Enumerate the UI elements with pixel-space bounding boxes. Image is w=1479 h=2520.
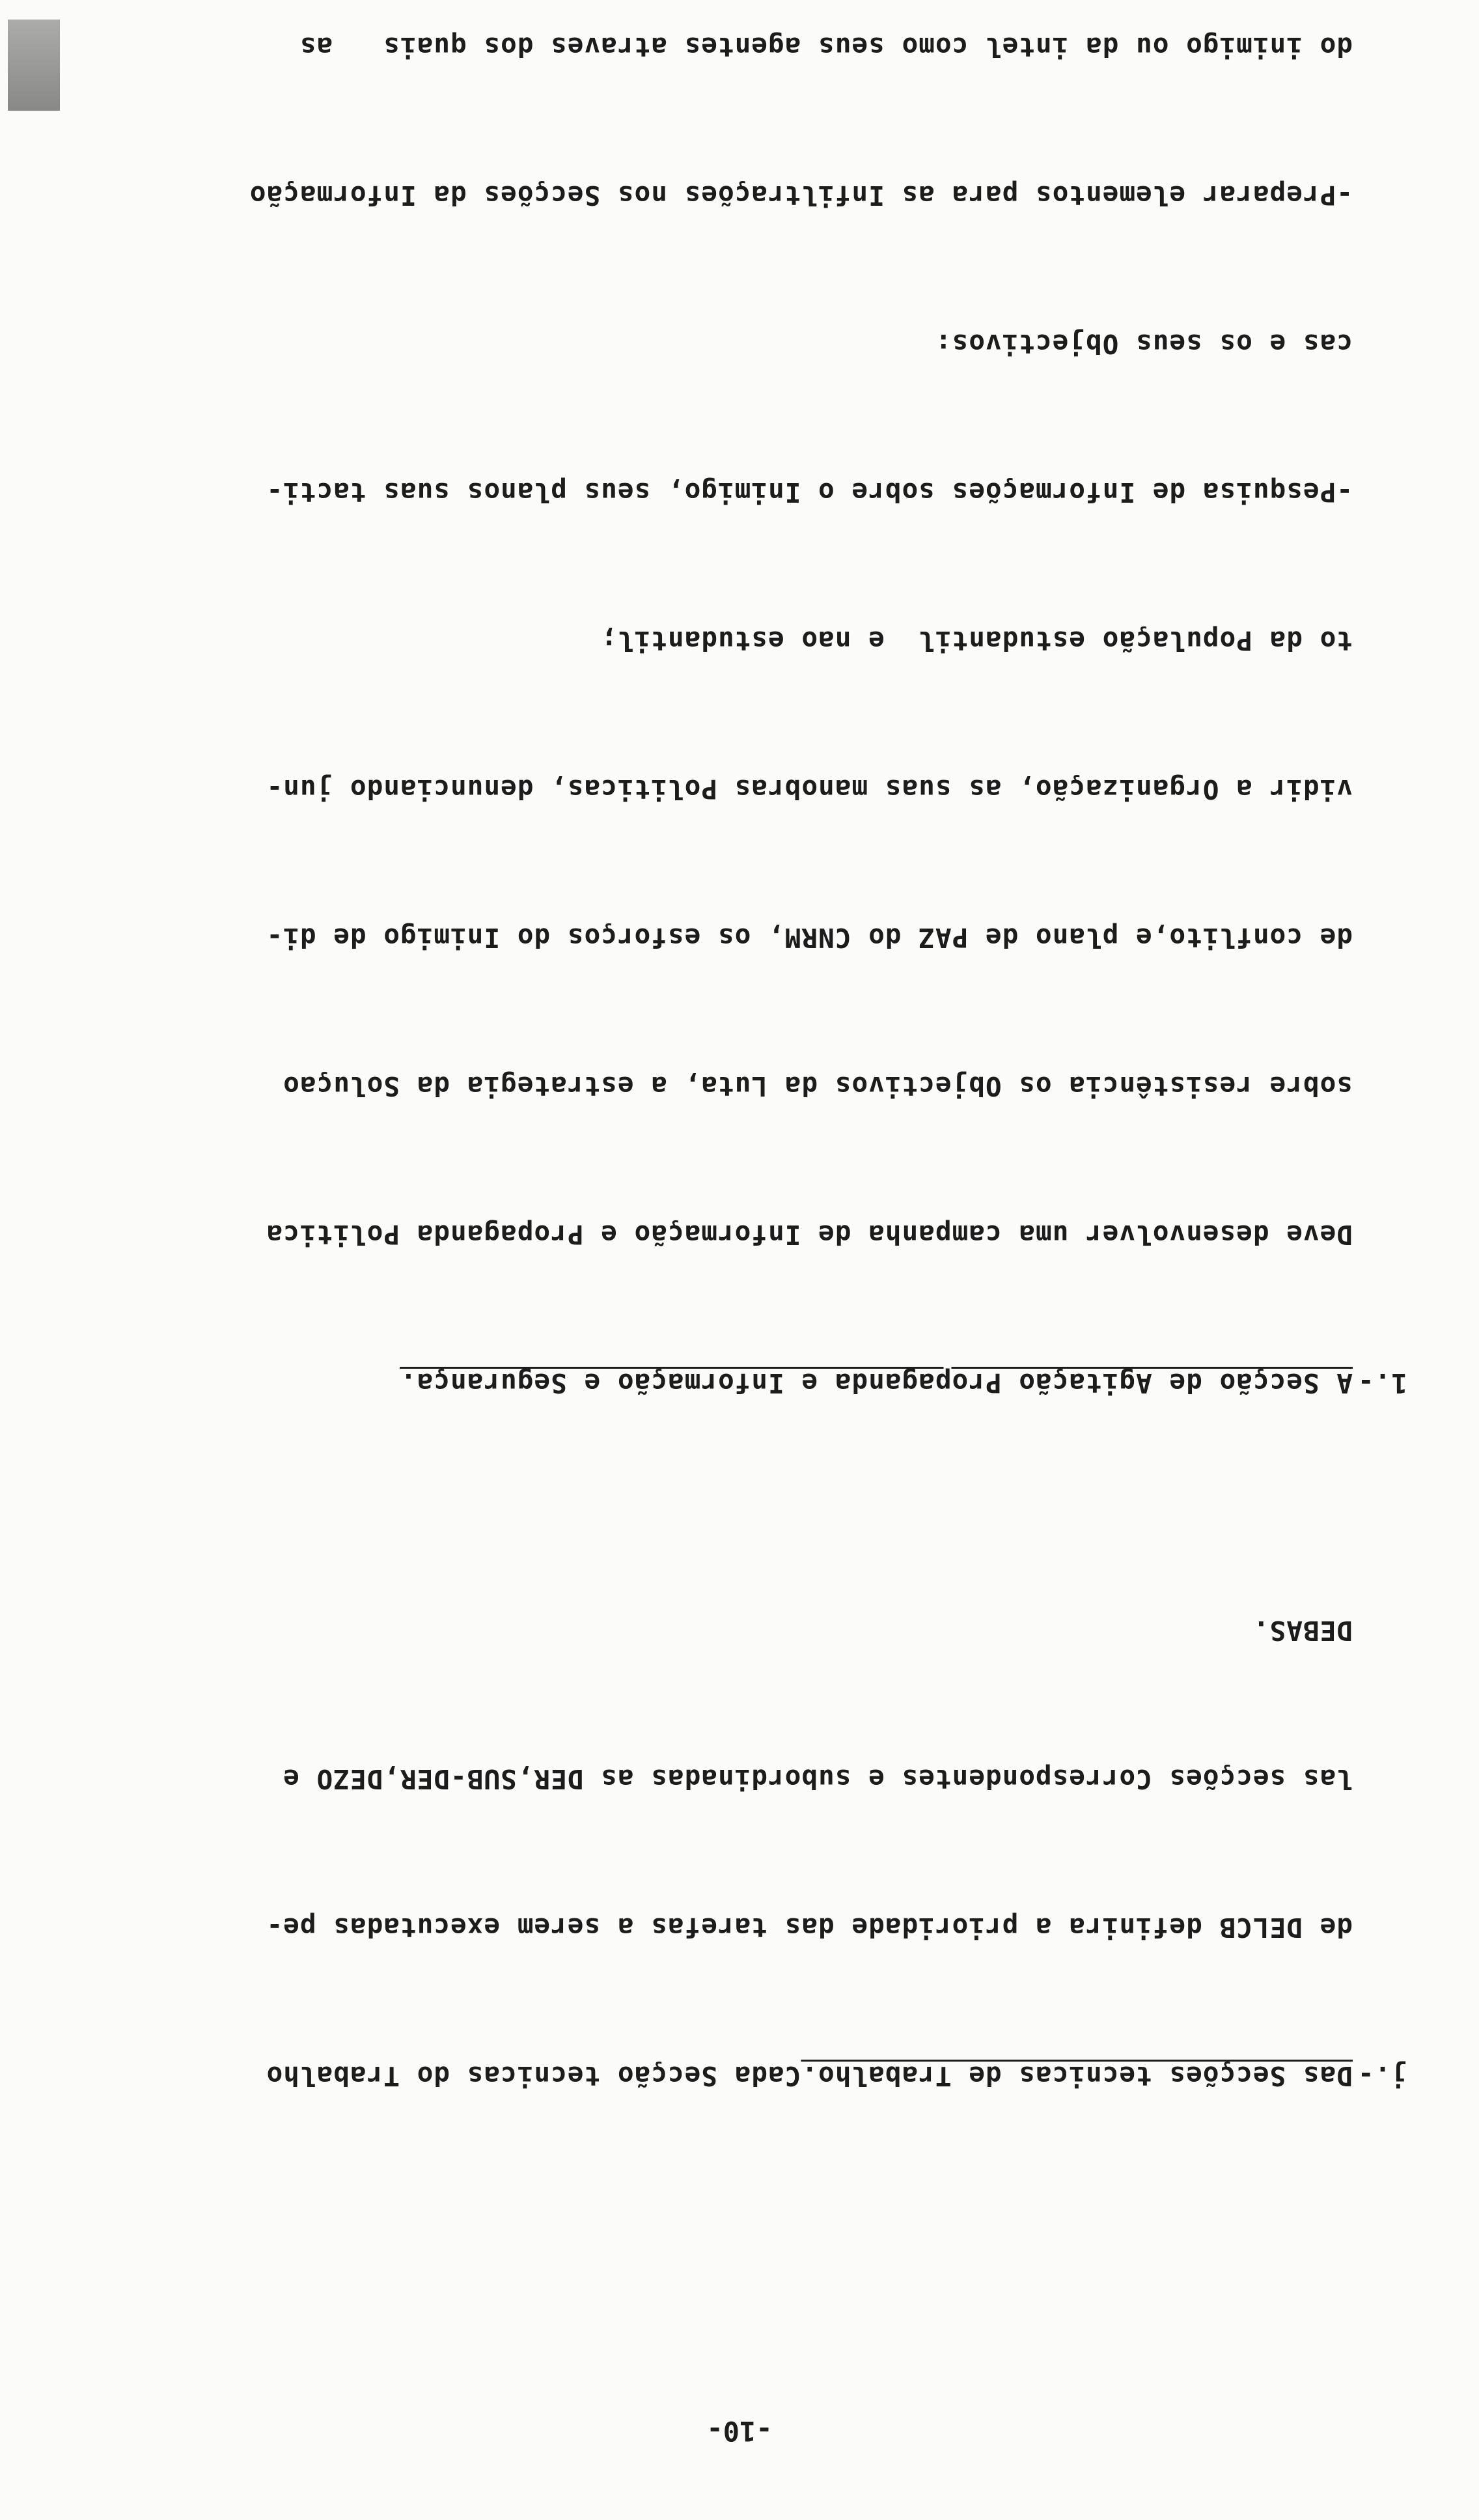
section-1-text: -Pesquisa de Informações sobre o Inimigo, seus planos suas tacti-: [266, 477, 1353, 508]
paragraph-j-text: DEBAS.: [1252, 1615, 1353, 1646]
section-1-text: cas e os seus Objectivos:: [934, 328, 1353, 359]
section-1-text: do inimigo ou da intel como seus agentes atraves dos quais as: [299, 31, 1353, 63]
section-1-text: sobre resistência os Objectivos da Luta, a estrategia da Soluçao: [283, 1071, 1353, 1102]
section-1-heading-line: [66, 1358, 1407, 1408]
section-1-line: [66, 1061, 1407, 1111]
section-1-heading: A Secção de Agitação Propaganda e Informação e Segurança.: [400, 1367, 1353, 1399]
section-1-line: [66, 22, 1407, 72]
section-1-text: -Preparar elementos para as Infiltrações nos Secções da Informação: [249, 180, 1353, 211]
section-1-number: 1.-: [1357, 1367, 1407, 1399]
paragraph-j-text: las secções Correspondentes e subordinadas as DER,SUB-DER,DEZO e: [283, 1763, 1353, 1795]
paragraph-j-number: j.-: [1357, 2060, 1407, 2092]
section-1-line: [66, 616, 1407, 665]
scan-edge-mark: [8, 20, 60, 111]
section-1-line: [66, 913, 1407, 962]
paragraph-j-heading: Das Secções tecnicas de Trabalho.: [801, 2060, 1353, 2092]
paragraph-j-first-line: [66, 2051, 1407, 2101]
section-1-line: [66, 468, 1407, 517]
section-1-text: vidir a Organização, as suas manobras Politicas, denunciando jun-: [266, 774, 1353, 805]
section-1-line: [66, 1210, 1407, 1259]
section-1-text: to da População estudantil e nao estudantil;: [600, 625, 1353, 656]
document-body: [66, 0, 1407, 2447]
paragraph-j-line: [66, 1903, 1407, 1952]
paragraph-j-line: [66, 1606, 1407, 1655]
section-1-line: [66, 319, 1407, 369]
paragraph-j-text: de DELCB definira a prioridade das tarefas a serem executadas pe-: [266, 1912, 1353, 1943]
page-number: -10-: [706, 2415, 773, 2447]
section-1-line: [66, 764, 1407, 814]
section-1-line: [66, 171, 1407, 220]
section-1-text: de conflito,e plano de PAZ do CNRM, os esforços do Inimigo de di-: [266, 922, 1353, 953]
paragraph-j-line: [66, 1754, 1407, 1804]
paragraph-j-line: Cada Secção tecnicas do Trabalho: [266, 2060, 801, 2092]
section-1-text: Deve desenvolver uma campanha de Informação e Propaganda Politica: [266, 1219, 1353, 1250]
